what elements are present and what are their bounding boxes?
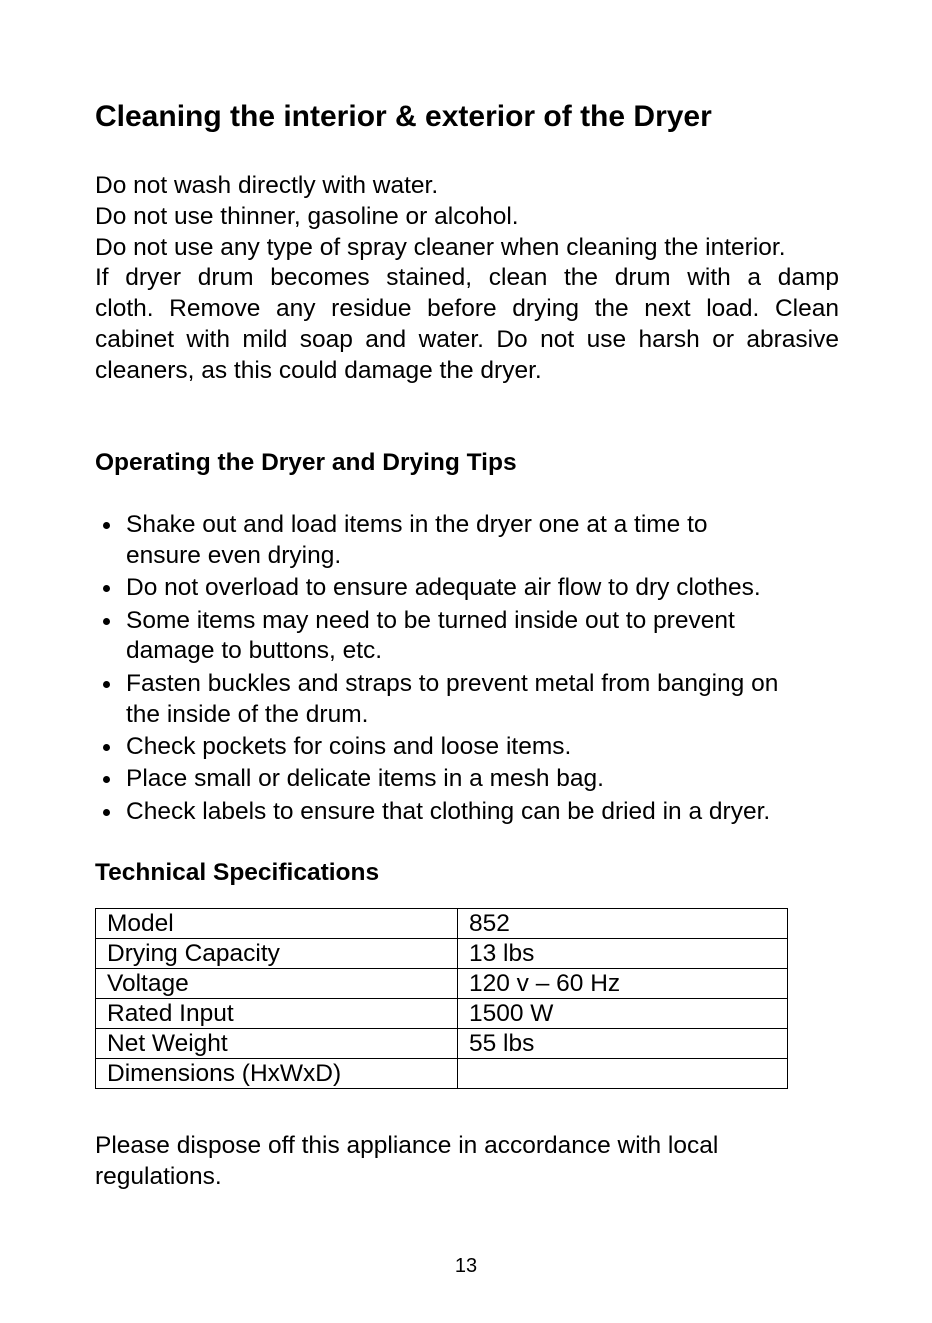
page-number: 13 bbox=[454, 1255, 478, 1277]
tip-line: Check labels to ensure that clothing can be dried in a dryer. bbox=[126, 797, 771, 825]
table-row bbox=[96, 939, 788, 969]
operating-heading: Operating the Dryer and Drying Tips bbox=[95, 449, 517, 476]
disposal-line: regulations. bbox=[95, 1162, 222, 1190]
cleaning-line: Do not wash directly with water. bbox=[95, 172, 439, 199]
bullet-icon bbox=[103, 744, 110, 751]
tip-item bbox=[95, 510, 855, 572]
spec-value: 120 v – 60 Hz bbox=[458, 969, 788, 999]
spec-label: Voltage bbox=[96, 969, 458, 999]
bullet-icon bbox=[103, 681, 110, 688]
specs-heading: Technical Specifications bbox=[95, 859, 380, 886]
tip-item bbox=[95, 764, 855, 795]
page-title: Cleaning the interior & exterior of the Dryer bbox=[95, 100, 712, 133]
cleaning-line: cleaners, as this could damage the dryer. bbox=[95, 356, 542, 384]
spec-value: 852 bbox=[458, 909, 788, 939]
tip-item bbox=[95, 732, 855, 763]
bullet-icon bbox=[103, 776, 110, 783]
disposal-note bbox=[95, 1131, 815, 1193]
cleaning-line: If dryer drum becomes stained, clean the drum with a damp bbox=[95, 264, 839, 292]
tip-line: Do not overload to ensure adequate air flow to dry clothes. bbox=[126, 574, 761, 602]
bullet-icon bbox=[103, 522, 110, 529]
bullet-icon bbox=[103, 618, 110, 625]
cleaning-paragraph bbox=[95, 171, 839, 387]
cleaning-line: cloth. Remove any residue before drying the next load. Clean bbox=[95, 295, 839, 323]
tip-line: Place small or delicate items in a mesh bag. bbox=[126, 765, 604, 793]
tip-line: damage to buttons, etc. bbox=[126, 637, 383, 665]
spec-label: Drying Capacity bbox=[96, 939, 458, 969]
table-row bbox=[96, 1029, 788, 1059]
spec-value bbox=[458, 1059, 788, 1089]
bullet-icon bbox=[103, 809, 110, 816]
cleaning-line: Do not use any type of spray cleaner when cleaning the interior. bbox=[95, 233, 786, 261]
tip-item bbox=[95, 573, 855, 604]
cleaning-line: Do not use thinner, gasoline or alcohol. bbox=[95, 202, 519, 230]
specs-table bbox=[95, 908, 788, 1089]
tip-line: Shake out and load items in the dryer one at a time to bbox=[126, 511, 708, 538]
spec-label: Net Weight bbox=[96, 1029, 458, 1059]
table-row bbox=[96, 999, 788, 1029]
tip-line: the inside of the drum. bbox=[126, 700, 369, 728]
spec-label: Rated Input bbox=[96, 999, 458, 1029]
tip-item bbox=[95, 797, 855, 828]
bullet-icon bbox=[103, 585, 110, 592]
table-row bbox=[96, 909, 788, 939]
spec-label: Model bbox=[96, 909, 458, 939]
table-row bbox=[96, 969, 788, 999]
table-row bbox=[96, 1059, 788, 1089]
tip-line: Check pockets for coins and loose items. bbox=[126, 732, 572, 760]
tip-item bbox=[95, 669, 855, 731]
cleaning-line: cabinet with mild soap and water. Do not use harsh or abrasive bbox=[95, 325, 839, 353]
spec-value: 13 lbs bbox=[458, 939, 788, 969]
tip-item bbox=[95, 606, 855, 668]
tips-list bbox=[95, 510, 855, 829]
tip-line: Some items may need to be turned inside out to prevent bbox=[126, 606, 735, 634]
disposal-line: Please dispose off this appliance in accordance with local bbox=[95, 1132, 719, 1159]
spec-value: 1500 W bbox=[458, 999, 788, 1029]
tip-line: Fasten buckles and straps to prevent metal from banging on bbox=[126, 669, 779, 697]
tip-line: ensure even drying. bbox=[126, 541, 342, 569]
spec-label: Dimensions (HxWxD) bbox=[96, 1059, 458, 1089]
spec-value: 55 lbs bbox=[458, 1029, 788, 1059]
